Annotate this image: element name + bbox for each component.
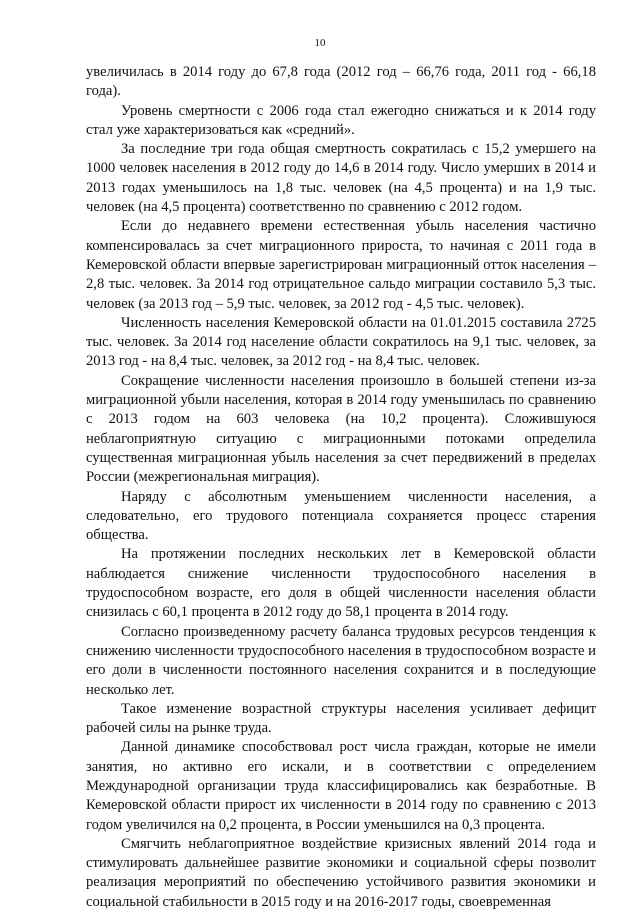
paragraph-5: Численность населения Кемеровской области на 01.01.2015 составила 2725 тыс. человек. За 2014 год население области сократилось на 9,1 тыс. человек, за 2013 год - на 8,4 тыс. человек, за 2012 год - на 8,4 тыс. человек. xyxy=(86,314,596,370)
page-number: 10 xyxy=(314,37,326,49)
paragraph-11: Данной динамике способствовал рост числа граждан, которые не имели занятия, но активно его искали, и в соответствии с определением Международной организации труда классифицировались как безработные. В Кемеровской области прирост их численности в 2014 году по сравнению с 2013 годом увеличился на 0,2 процента, в России уменьшился на 0,3 процента. xyxy=(86,739,596,833)
paragraph-8: На протяжении последних нескольких лет в Кемеровской области наблюдается снижение численности трудоспособного населения в трудоспособном возрасте, его доля в общей численности населения области снизилась с 60,1 процента в 2012 году до 58,1 процента в 2014 году. xyxy=(86,546,596,621)
paragraph-2: Уровень смертности с 2006 года стал ежегодно снижаться и к 2014 году стал уже характеризоваться как «средний». xyxy=(86,102,596,138)
paragraph-7: Наряду с абсолютным уменьшением численности населения, а следовательно, его трудового потенциала сохраняется процесс старения общества. xyxy=(86,488,596,544)
paragraph-1: увеличилась в 2014 году до 67,8 года (2012 год – 66,76 года, 2011 год - 66,18 года). xyxy=(86,64,596,100)
paragraph-3: За последние три года общая смертность сократилась с 15,2 умершего на 1000 человек населения в 2012 году до 14,6 в 2014 году. Число умерших в 2014 и 2013 годах уменьшилось на 1,8 тыс. человек (на 4,5 процента) и на 1,9 тыс. человек (на 4,5 процента) соответственно по сравнению с 2012 годом. xyxy=(86,141,596,216)
paragraph-4: Если до недавнего времени естественная убыль населения частично компенсировалась за счет миграционного прироста, то начиная с 2011 года в Кемеровской области впервые зарегистрирован миграционный отток населения – 2,8 тыс. человек. За 2014 год отрицательное сальдо миграции составило 5,3 тыс. человек (за 2013 год – 5,9 тыс. человек, за 2012 год - 4,5 тыс. человек). xyxy=(86,218,596,312)
paragraph-6: Сокращение численности населения произошло в большей степени из-за миграционной убыли населения, которая в 2014 году уменьшилась по сравнению с 2013 годом на 603 человека (на 10,2 процента). Сложившуюся неблагоприятную ситуацию с миграционными потоками определила существенная миграционная убыль населения за счет передвижений в пределах России (межрегиональная миграция). xyxy=(86,372,596,486)
document-body xyxy=(86,63,596,912)
paragraph-10: Такое изменение возрастной структуры населения усиливает дефицит рабочей силы на рынке труда. xyxy=(86,700,596,737)
paragraph-9: Согласно произведенному расчету баланса трудовых ресурсов тенденция к снижению численности трудоспособного населения в трудоспособном возрасте и его доли в численности постоянного населения сохранится и в последующие несколько лет. xyxy=(86,623,596,698)
paragraph-12: Смягчить неблагоприятное воздействие кризисных явлений 2014 года и стимулировать дальнейшее развитие экономики и социальной сферы позволит реализация мероприятий по обеспечению устойчивого развития экономики и социальной стабильности в 2015 году и на 2016-2017 годы, своевременная xyxy=(86,835,596,910)
